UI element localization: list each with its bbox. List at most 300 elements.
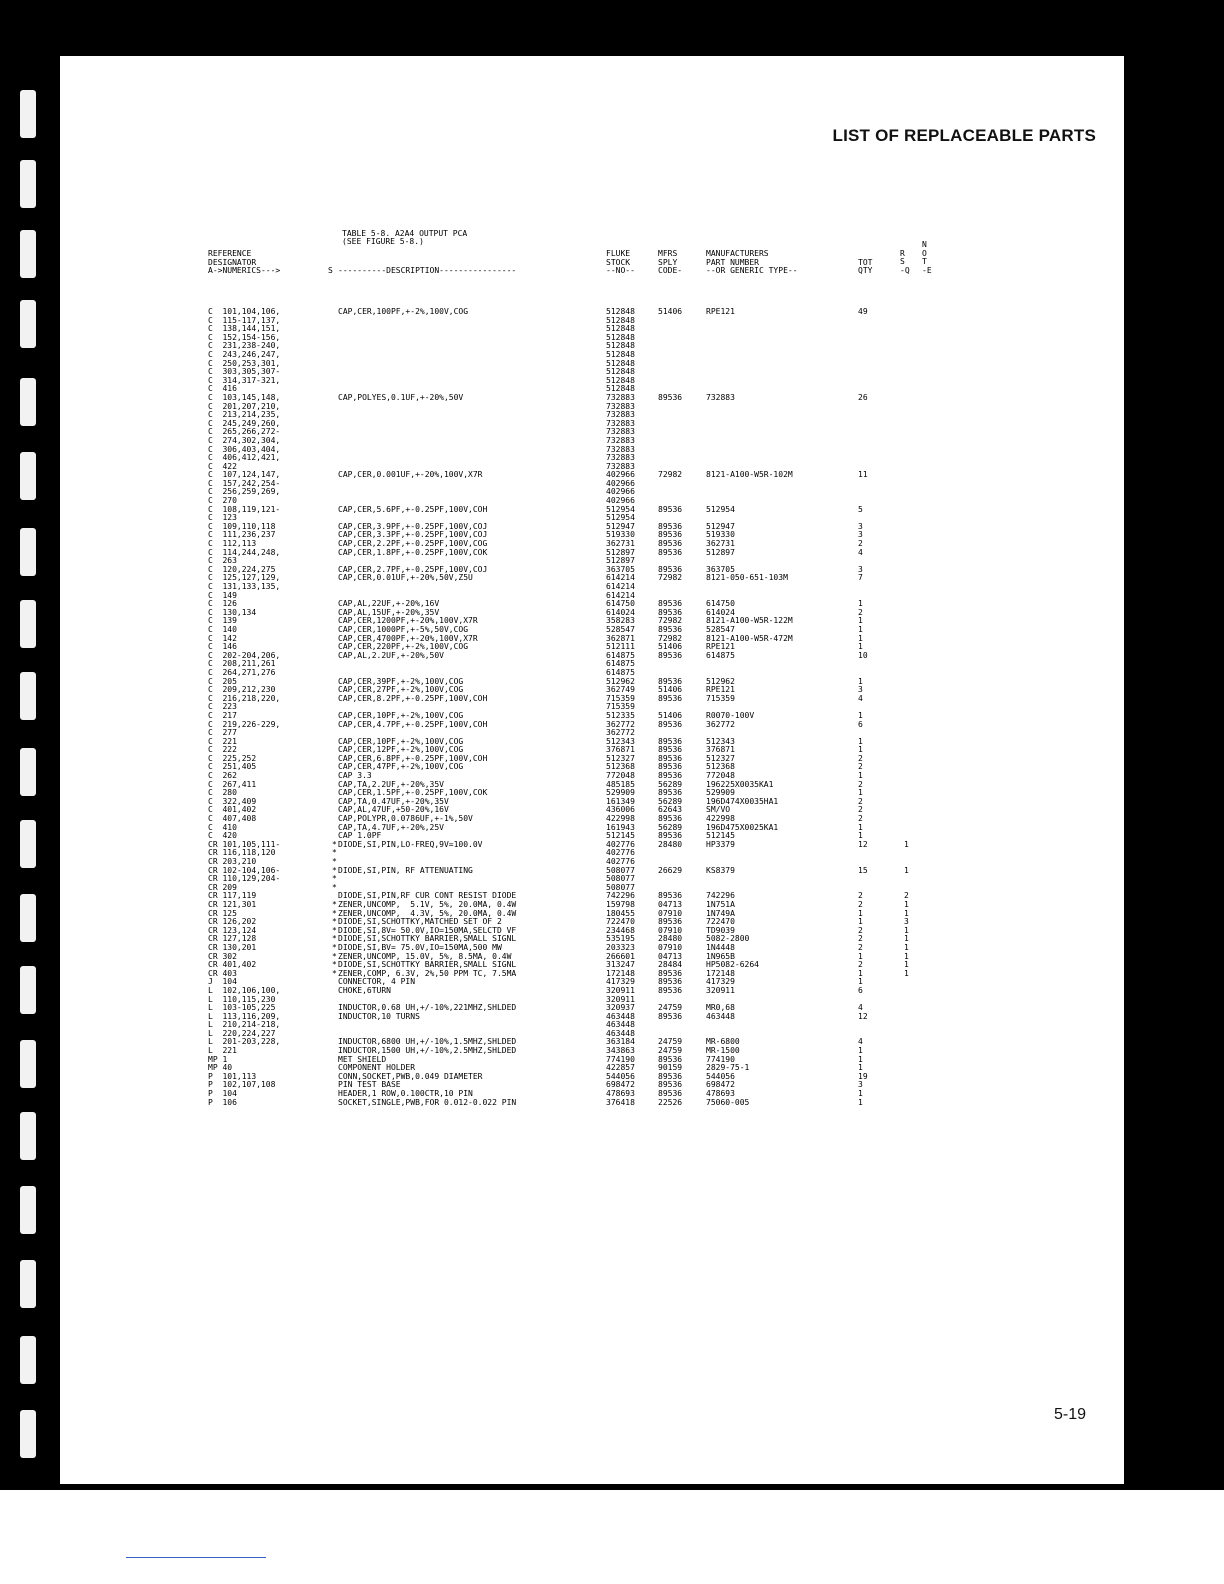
cell-qty: 2	[858, 934, 863, 944]
cell-mfr: 51406	[658, 307, 683, 316]
cell-ref: CR 117,119	[208, 891, 257, 901]
cell-mfr: 04713	[658, 951, 683, 961]
cell-ref: C 217	[208, 710, 237, 720]
cell-pn: 512327	[706, 753, 735, 763]
cell-pn: 512145	[706, 831, 735, 841]
cell-desc: CAP,CER,1200PF,+-20%,100V,X7R	[338, 616, 478, 626]
cell-ref: C 222	[208, 745, 237, 755]
cell-stock: 363184	[606, 1037, 635, 1047]
cell-ref: C 202-204,206,	[208, 650, 281, 660]
cell-qty: 11	[858, 470, 868, 480]
binder-hole	[20, 300, 36, 348]
cell-desc: DIODE,SI,SCHOTTKY,MATCHED SET OF 2	[338, 917, 502, 927]
cell-desc: CAP,CER,3.3PF,+-0.25PF,100V,COJ	[338, 530, 488, 540]
column-header-part-number: MANUFACTURERS PART NUMBER --OR GENERIC TYPE--	[706, 249, 798, 275]
cell-ref: L 201-203,228,	[208, 1037, 281, 1047]
cell-desc: PIN TEST BASE	[338, 1080, 401, 1090]
column-header-qty: TOT QTY	[858, 257, 873, 275]
cell-ref: CR 101,105,111-	[208, 839, 281, 849]
cell-ref: L 110,115,230	[208, 994, 276, 1004]
cell-ref: C 407,408	[208, 814, 257, 824]
cell-stock: 320937	[606, 1003, 635, 1013]
cell-stock: 772048	[606, 771, 635, 781]
cell-r: 1	[904, 908, 909, 918]
cell-mfr: 24759	[658, 1003, 683, 1013]
binder-hole	[20, 1336, 36, 1384]
cell-desc: CAP,AL,22UF,+-20%,16V	[338, 599, 440, 609]
cell-qty: 2	[858, 796, 863, 806]
cell-ref: L 102,106,100,	[208, 985, 281, 995]
cell-ref: C 108,119,121-	[208, 504, 281, 514]
cell-mfr: 89536	[658, 1071, 683, 1081]
cell-ref: C 303,305,307-	[208, 367, 281, 377]
binder-hole	[20, 452, 36, 500]
cell-stock: 485185	[606, 779, 635, 789]
cell-ref: C 101,104,106,	[208, 307, 281, 316]
cell-mfr: 89536	[658, 1089, 683, 1099]
cell-ref: C 152,154-156,	[208, 332, 281, 342]
column-header-s: S	[328, 266, 333, 275]
cell-mfr: 89536	[658, 831, 683, 841]
cell-qty: 2	[858, 891, 863, 901]
cell-r: 1	[904, 934, 909, 944]
cell-s: *	[332, 848, 337, 858]
cell-desc: CAP 1.0PF	[338, 831, 382, 841]
cell-qty: 1	[858, 1054, 863, 1064]
cell-stock: 422857	[606, 1063, 635, 1073]
cell-desc: CAP,CER,8.2PF,+-0.25PF,100V,COH	[338, 693, 488, 703]
cell-r: 1	[904, 839, 909, 849]
cell-stock: 266601	[606, 951, 635, 961]
cell-stock: 614214	[606, 573, 635, 583]
cell-pn: 422998	[706, 814, 735, 824]
binder-hole	[20, 1260, 36, 1308]
cell-ref: C 125,127,129,	[208, 573, 281, 583]
cell-s: *	[332, 882, 337, 892]
cell-ref: C 401,402	[208, 805, 257, 815]
cell-ref: P 104	[208, 1089, 237, 1099]
cell-r: 1	[904, 925, 909, 935]
cell-pn: 512962	[706, 676, 735, 686]
cell-ref: C 139	[208, 616, 237, 626]
cell-mfr: 28480	[658, 934, 683, 944]
cell-stock: 512954	[606, 513, 635, 523]
cell-ref: C 225,252	[208, 753, 257, 763]
cell-mfr: 89536	[658, 736, 683, 746]
cell-mfr: 89536	[658, 745, 683, 755]
cell-mfr: 04713	[658, 899, 683, 909]
cell-ref: CR 209	[208, 882, 237, 892]
cell-s: *	[332, 865, 337, 875]
cell-qty: 1	[858, 771, 863, 781]
cell-qty: 1	[858, 1063, 863, 1073]
cell-ref: CR 110,129,204-	[208, 874, 281, 884]
cell-ref: P 101,113	[208, 1071, 257, 1081]
cell-qty: 49	[858, 307, 868, 316]
cell-stock: 512368	[606, 762, 635, 772]
cell-stock: 512848	[606, 367, 635, 377]
cell-ref: L 220,224,227	[208, 1028, 276, 1038]
cell-ref: C 131,133,135,	[208, 582, 281, 591]
cell-ref: C 256,259,269,	[208, 487, 281, 497]
cell-stock: 732883	[606, 461, 635, 471]
cell-qty: 1	[858, 616, 863, 626]
cell-stock: 376418	[606, 1097, 635, 1107]
cell-mfr: 89536	[658, 1011, 683, 1021]
cell-qty: 1	[858, 599, 863, 609]
table-title	[342, 230, 467, 246]
cell-mfr: 89536	[658, 1054, 683, 1064]
cell-qty: 4	[858, 547, 863, 557]
cell-pn: R0070-100V	[706, 710, 755, 720]
cell-pn: 512368	[706, 762, 735, 772]
cell-qty: 2	[858, 960, 863, 970]
cell-ref: CR 302	[208, 951, 237, 961]
cell-desc: COMPONENT HOLDER	[338, 1063, 416, 1073]
cell-pn: 519330	[706, 530, 735, 540]
cell-stock: 402776	[606, 848, 635, 858]
cell-ref: C 314,317-321,	[208, 375, 281, 385]
cell-mfr: 89536	[658, 392, 683, 402]
cell-pn: 1N751A	[706, 899, 735, 909]
cell-mfr: 28480	[658, 839, 683, 849]
cell-stock: 715359	[606, 702, 635, 712]
cell-desc: HEADER,1 ROW,0.100CTR,10 PIN	[338, 1089, 473, 1099]
cell-qty: 3	[858, 521, 863, 531]
cell-stock: 512848	[606, 324, 635, 334]
cell-ref: P 106	[208, 1097, 237, 1107]
cell-desc: CAP,CER,0.001UF,+-20%,100V,X7R	[338, 470, 483, 480]
cell-pn: 529909	[706, 788, 735, 798]
cell-stock: 508077	[606, 865, 635, 875]
cell-mfr: 89536	[658, 693, 683, 703]
cell-qty: 15	[858, 865, 868, 875]
cell-pn: 8121-A100-W5R-102M	[706, 470, 793, 480]
cell-r: 1	[904, 942, 909, 952]
column-header-reference: REFERENCE DESIGNATOR A->NUMERICS--->	[208, 249, 281, 275]
cell-mfr: 24759	[658, 1046, 683, 1056]
cell-ref: C 219,226-229,	[208, 719, 281, 729]
cell-mfr: 89536	[658, 624, 683, 634]
cell-pn: MR-1500	[706, 1046, 740, 1056]
cell-ref: C 406,412,421,	[208, 453, 281, 463]
cell-stock: 161943	[606, 822, 635, 832]
cell-desc: CONN,SOCKET,PWB,0.049 DIAMETER	[338, 1071, 483, 1081]
cell-stock: 362871	[606, 633, 635, 643]
cell-pn: 528547	[706, 624, 735, 634]
cell-s: *	[332, 951, 337, 961]
cell-stock: 715359	[606, 693, 635, 703]
cell-qty: 3	[858, 685, 863, 695]
cell-desc: CAP,CER,6.8PF,+-0.25PF,100V,COH	[338, 753, 488, 763]
cell-qty: 2	[858, 753, 863, 763]
cell-pn: 376871	[706, 745, 735, 755]
cell-stock: 614024	[606, 607, 635, 617]
cell-mfr: 89536	[658, 607, 683, 617]
cell-stock: 614750	[606, 599, 635, 609]
cell-mfr: 22526	[658, 1097, 683, 1107]
cell-qty: 3	[858, 1080, 863, 1090]
cell-pn: 75060-005	[706, 1097, 750, 1107]
cell-stock: 362749	[606, 685, 635, 695]
cell-stock: 436006	[606, 805, 635, 815]
cell-ref: C 120,224,275	[208, 564, 276, 574]
cell-stock: 512947	[606, 521, 635, 531]
cell-qty: 2	[858, 942, 863, 952]
cell-ref: L 221	[208, 1046, 237, 1056]
cell-pn: KS8379	[706, 865, 735, 875]
table-title-line1: TABLE 5-8. A2A4 OUTPUT PCA	[342, 229, 468, 238]
cell-stock: 512897	[606, 556, 635, 566]
cell-stock: 614875	[606, 650, 635, 660]
cell-pn: 512954	[706, 504, 735, 514]
binder-hole	[20, 378, 36, 426]
cell-pn: 196D475X0025KA1	[706, 822, 779, 832]
cell-ref: C 107,124,147,	[208, 470, 281, 480]
scan-border-bottom	[0, 1484, 1224, 1490]
cell-stock: 732883	[606, 453, 635, 463]
cell-pn: SM/VO	[706, 805, 731, 815]
cell-stock: 512848	[606, 307, 635, 316]
cell-desc: DIODE,SI,SCHOTTKY BARRIER,SMALL SIGNL	[338, 960, 517, 970]
cell-stock: 544056	[606, 1071, 635, 1081]
cell-ref: C 265,266,272-	[208, 427, 281, 437]
cell-mfr: 28484	[658, 960, 683, 970]
cell-pn: RPE121	[706, 685, 735, 695]
cell-qty: 2	[858, 762, 863, 772]
cell-ref: C 277	[208, 728, 237, 738]
cell-qty: 2	[858, 899, 863, 909]
cell-stock: 402966	[606, 478, 635, 488]
cell-ref: L 210,214-218,	[208, 1020, 281, 1030]
cell-ref: C 416	[208, 384, 237, 394]
cell-pn: 478693	[706, 1089, 735, 1099]
cell-desc: DIODE,SI,SCHOTTKY BARRIER,SMALL SIGNL	[338, 934, 517, 944]
column-header-note: N O T -E	[922, 240, 932, 275]
cell-stock: 363705	[606, 564, 635, 574]
cell-qty: 7	[858, 573, 863, 583]
cell-pn: HP3379	[706, 839, 735, 849]
cell-mfr: 89536	[658, 564, 683, 574]
cell-pn: 362731	[706, 539, 735, 549]
binder-hole	[20, 1410, 36, 1458]
cell-pn: HP5082-6264	[706, 960, 759, 970]
cell-ref: C 213,214,235,	[208, 410, 281, 420]
cell-mfr: 07910	[658, 942, 683, 952]
scan-border-right	[1124, 56, 1224, 1486]
cell-stock: 512848	[606, 332, 635, 342]
cell-stock: 362731	[606, 539, 635, 549]
cell-s: *	[332, 934, 337, 944]
cell-ref: MP 1	[208, 1054, 228, 1064]
cell-mfr: 89536	[658, 891, 683, 901]
cell-pn: MR-6800	[706, 1037, 740, 1047]
cell-ref: C 280	[208, 788, 237, 798]
cell-qty: 1	[858, 977, 863, 987]
binder-hole	[20, 672, 36, 720]
cell-stock: 402966	[606, 496, 635, 506]
cell-stock: 478693	[606, 1089, 635, 1099]
cell-qty: 12	[858, 1011, 868, 1021]
cell-stock: 732883	[606, 410, 635, 420]
column-header-mfr-code: MFRS SPLY CODE-	[658, 249, 683, 275]
binder-hole	[20, 748, 36, 796]
cell-mfr: 89536	[658, 650, 683, 660]
cell-qty: 1	[858, 633, 863, 643]
cell-desc: DIODE,SI,8V= 50.0V,IO=150MA,SELCTD VF	[338, 925, 517, 935]
cell-ref: C 420	[208, 831, 237, 841]
cell-stock: 614214	[606, 590, 635, 600]
cell-ref: CR 126,202	[208, 917, 257, 927]
cell-mfr: 89536	[658, 547, 683, 557]
cell-r: 1	[904, 968, 909, 978]
cell-desc: CAP,CER,2.2PF,+-0.25PF,100V,COG	[338, 539, 488, 549]
cell-desc: CAP,CER,39PF,+-2%,100V,COG	[338, 676, 464, 686]
cell-mfr: 89536	[658, 762, 683, 772]
cell-desc: CAP,POLYPR,0.0786UF,+-1%,50V	[338, 814, 473, 824]
cell-desc: INDUCTOR,10 TURNS	[338, 1011, 420, 1021]
cell-stock: 172148	[606, 968, 635, 978]
cell-stock: 203323	[606, 942, 635, 952]
cell-stock: 519330	[606, 530, 635, 540]
cell-ref: L 113,116,209,	[208, 1011, 281, 1021]
cell-pn: RPE121	[706, 307, 735, 316]
cell-ref: L 103-105,225	[208, 1003, 276, 1013]
cell-stock: 161349	[606, 796, 635, 806]
cell-stock: 376871	[606, 745, 635, 755]
cell-mfr: 89536	[658, 985, 683, 995]
cell-ref: C 216,218,220,	[208, 693, 281, 703]
cell-desc: CAP,TA,2.2UF,+-20%,35V	[338, 779, 444, 789]
cell-qty: 3	[858, 530, 863, 540]
cell-desc: CAP,CER,4.7PF,+-0.25PF,100V,COH	[338, 719, 488, 729]
cell-s: *	[332, 917, 337, 927]
cell-ref: C 263	[208, 556, 237, 566]
cell-qty: 1	[858, 642, 863, 652]
cell-desc: CAP,CER,100PF,+-2%,100V,COG	[338, 307, 469, 316]
cell-desc: CAP,AL,2.2UF,+-20%,50V	[338, 650, 444, 660]
cell-desc: DIODE,SI,PIN, RF ATTENUATING	[338, 865, 473, 875]
cell-pn: 614750	[706, 599, 735, 609]
cell-desc: CAP,CER,12PF,+-2%,100V,COG	[338, 745, 464, 755]
cell-desc: CAP,CER,220PF,+-2%,100V,COG	[338, 642, 469, 652]
cell-desc: ZENER,UNCOMP, 15.0V, 5%, 8.5MA, 0.4W	[338, 951, 512, 961]
cell-stock: 512145	[606, 831, 635, 841]
cell-stock: 512954	[606, 504, 635, 514]
cell-desc: CAP,TA,4.7UF,+-20%,25V	[338, 822, 444, 832]
cell-pn: 463448	[706, 1011, 735, 1021]
cell-qty: 2	[858, 925, 863, 935]
binder-hole	[20, 966, 36, 1014]
cell-stock: 742296	[606, 891, 635, 901]
cell-pn: 196D474X0035HA1	[706, 796, 779, 806]
cell-ref: CR 102-104,106-	[208, 865, 281, 875]
cell-r: 1	[904, 960, 909, 970]
cell-qty: 1	[858, 624, 863, 634]
cell-desc: DIODE,SI,BV= 75.0V,IO=150MA,500 MW	[338, 942, 502, 952]
cell-ref: CR 127,128	[208, 934, 257, 944]
cell-qty: 1	[858, 917, 863, 927]
cell-mfr: 72982	[658, 633, 683, 643]
cell-desc: INDUCTOR,1500 UH,+/-10%,2.5MHZ,SHLDED	[338, 1046, 517, 1056]
cell-desc: DIODE,SI,PIN,RF CUR CONT RESIST DIODE	[338, 891, 517, 901]
cell-ref: P 102,107,108	[208, 1080, 276, 1090]
cell-desc: ZENER,COMP, 6.3V, 2%,50 PPM TC, 7.5MA	[338, 968, 517, 978]
cell-desc: CAP,CER,4700PF,+-20%,100V,X7R	[338, 633, 478, 643]
cell-s: *	[332, 968, 337, 978]
cell-pn: 1N4448	[706, 942, 735, 952]
cell-stock: 512327	[606, 753, 635, 763]
page-number: 5-19	[1053, 1406, 1086, 1423]
cell-mfr: 89536	[658, 771, 683, 781]
cell-stock: 535195	[606, 934, 635, 944]
cell-stock: 463448	[606, 1028, 635, 1038]
cell-stock: 614875	[606, 667, 635, 677]
cell-qty: 6	[858, 985, 863, 995]
cell-mfr: 72982	[658, 470, 683, 480]
cell-stock: 614214	[606, 582, 635, 591]
cell-stock: 512962	[606, 676, 635, 686]
cell-desc: CAP,CER,2.7PF,+-0.25PF,100V,COJ	[338, 564, 488, 574]
cell-mfr: 51406	[658, 685, 683, 695]
cell-s: *	[332, 899, 337, 909]
cell-mfr: 62643	[658, 805, 683, 815]
binder-hole	[20, 1112, 36, 1160]
cell-ref: C 201,207,210,	[208, 401, 281, 411]
cell-desc: CAP,CER,1.5PF,+-0.25PF,100V,COK	[338, 788, 488, 798]
cell-desc: CAP,CER,10PF,+-2%,100V,COG	[338, 710, 464, 720]
cell-qty: 1	[858, 745, 863, 755]
cell-ref: C 142	[208, 633, 237, 643]
cell-desc: ZENER,UNCOMP, 5.1V, 5%, 20.0MA, 0.4W	[338, 899, 517, 909]
column-header-rsq: R S -Q	[900, 248, 910, 275]
cell-stock: 463448	[606, 1011, 635, 1021]
cell-ref: C 250,253,301,	[208, 358, 281, 368]
cell-mfr: 51406	[658, 710, 683, 720]
cell-stock: 512848	[606, 358, 635, 368]
cell-desc: ZENER,UNCOMP, 4.3V, 5%, 20.0MA, 0.4W	[338, 908, 517, 918]
cell-ref: C 245,249,260,	[208, 418, 281, 428]
cell-stock: 320911	[606, 994, 635, 1004]
cell-pn: 732883	[706, 392, 735, 402]
cell-mfr: 89536	[658, 719, 683, 729]
cell-pn: 544056	[706, 1071, 735, 1081]
cell-r: 1	[904, 951, 909, 961]
cell-stock: 722470	[606, 917, 635, 927]
cell-stock: 512343	[606, 736, 635, 746]
cell-pn: 722470	[706, 917, 735, 927]
cell-pn: 417329	[706, 977, 735, 987]
cell-s: *	[332, 960, 337, 970]
cell-mfr: 07910	[658, 925, 683, 935]
cell-qty: 1	[858, 822, 863, 832]
cell-s: *	[332, 925, 337, 935]
column-header-description: ----------DESCRIPTION----------------	[338, 266, 517, 275]
footer-rule	[126, 1557, 266, 1558]
cell-stock: 732883	[606, 401, 635, 411]
cell-stock: 343863	[606, 1046, 635, 1056]
cell-r: 1	[904, 865, 909, 875]
cell-pn: 512343	[706, 736, 735, 746]
cell-mfr: 89536	[658, 676, 683, 686]
cell-pn: 1N749A	[706, 908, 735, 918]
cell-ref: C 208,211,261	[208, 659, 276, 669]
cell-qty: 1	[858, 788, 863, 798]
cell-ref: CR 203,210	[208, 857, 257, 866]
cell-pn: RPE121	[706, 642, 735, 652]
scan-border-top	[0, 0, 1224, 56]
cell-stock: 320911	[606, 985, 635, 995]
